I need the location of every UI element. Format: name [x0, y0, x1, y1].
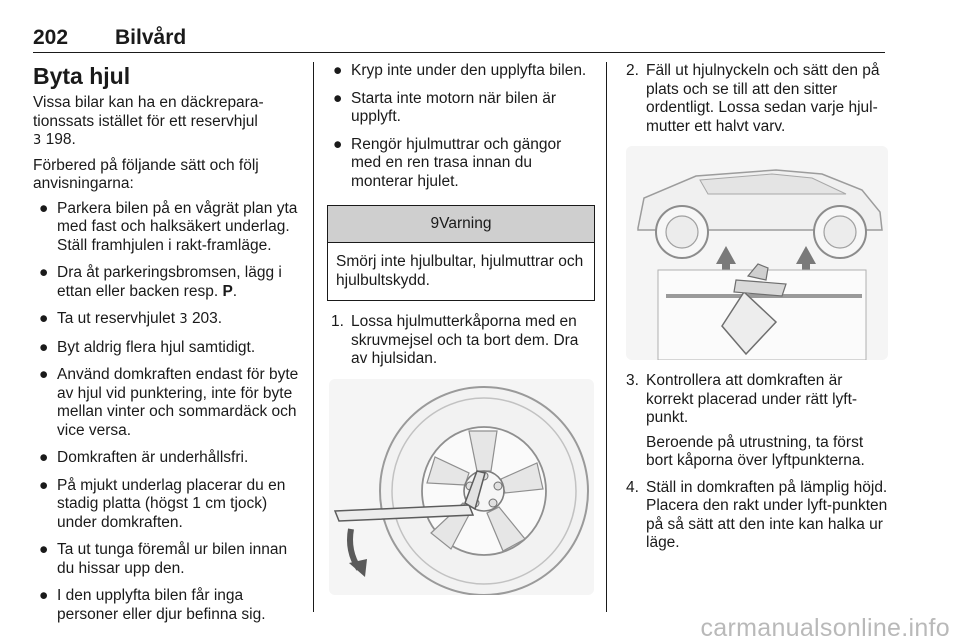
cross-reference-icon: 3	[33, 133, 42, 148]
gear-p-label: P	[222, 282, 233, 300]
prep-paragraph: Förbered på följande sätt och följ anvisningarna:	[33, 156, 259, 192]
bullet-icon: ●	[39, 541, 49, 558]
column-middle	[327, 62, 595, 595]
list-item: ● Använd domkraften endast för byte av hjul vid punktering, inte för byte mellan vinter och sommardäck och vice versa.	[39, 366, 299, 439]
page-header	[33, 26, 885, 53]
warning-box	[327, 205, 595, 301]
step-number: 1.	[331, 313, 344, 330]
bullet-icon: ●	[39, 310, 49, 327]
bullet-icon: ●	[39, 338, 49, 356]
section-title: Bilvård	[115, 26, 187, 49]
step-list-continued	[622, 372, 890, 553]
bullet-icon: ●	[39, 449, 49, 466]
bullet-icon: ●	[333, 62, 343, 79]
warning-text: Smörj inte hjulbultar, hjulmuttrar och hjulbultskydd.	[336, 253, 584, 289]
column-divider	[606, 62, 607, 612]
bullet-icon: ●	[39, 199, 49, 217]
list-item: ● Parkera bilen på en vågrät plan yta med fast och halksäkert underlag. Ställ framhjulen i rakt-framläge.	[39, 199, 298, 254]
list-item: ● Ta ut tunga föremål ur bilen innan du hissar upp den.	[39, 541, 288, 577]
wheel-cover-illustration	[329, 379, 594, 595]
bullet-icon: ●	[39, 587, 49, 604]
wheel-illustration-svg	[329, 379, 594, 595]
step-item: 4. Ställ in domkraften på lämplig höjd. Placera den rakt under lyft-punkten på så sätt att den inte kan halka ur läge.	[626, 478, 888, 551]
step-item: 3. Kontrollera att domkraften är korrekt placerad under rätt lyft-punkt. Beroende på utrustning, ta först bort kåporna över lyftpunkterna.	[622, 372, 890, 471]
bullet-icon: ●	[333, 89, 343, 107]
step-number: 3.	[626, 372, 639, 389]
step-list	[327, 313, 595, 369]
warning-header	[328, 206, 594, 243]
column-left	[33, 62, 301, 633]
list-item: ● I den upplyfta bilen får inga personer eller djur befinna sig.	[39, 587, 266, 623]
watermark: carmanualsonline.info	[700, 614, 950, 642]
step-note: Beroende på utrustning, ta först bort kåporna över lyftpunkterna.	[646, 433, 865, 469]
page-title: Byta hjul	[33, 63, 131, 89]
safety-list	[327, 62, 595, 191]
jack-point-illustration	[626, 146, 888, 360]
warning-title: Varning	[439, 215, 492, 232]
cross-reference-icon: 3	[179, 312, 188, 327]
intro-page-ref[interactable]: 198.	[45, 131, 76, 148]
step-item: 1. Lossa hjulmutterkåporna med en skruvmejsel och ta bort dem. Dra av hjulsidan.	[331, 313, 579, 367]
warning-triangle-icon: 9	[430, 215, 440, 232]
column-divider	[313, 62, 314, 612]
list-item: ● Ta ut reservhjulet 3 203.	[39, 310, 223, 327]
page-number: 202	[33, 26, 69, 49]
instruction-list	[33, 200, 301, 625]
bullet-icon: ●	[333, 135, 343, 153]
bullet-icon: ●	[39, 366, 49, 383]
bullet-icon: ●	[39, 264, 49, 281]
list-item: ● Byt aldrig flera hjul samtidigt.	[39, 338, 256, 356]
list-item: ● Starta inte motorn när bilen är upplyft.	[333, 89, 557, 125]
bullet-icon: ●	[39, 476, 49, 494]
intro-paragraph	[33, 94, 301, 151]
intro-text: Vissa bilar kan ha en däckrepara-tionssats istället för ett reservhjul	[33, 94, 264, 130]
list-item: ● Dra åt parkeringsbromsen, lägg i ettan eller backen resp. P.	[39, 264, 282, 300]
step-item: 2. Fäll ut hjulnyckeln och sätt den på plats och se till att den sitter ordentligt. Lossa sedan varje hjul-mutter ett halvt varv.	[626, 62, 880, 135]
column-right	[622, 62, 890, 561]
car-illustration-svg	[626, 146, 888, 360]
step-list	[622, 62, 890, 136]
list-item: ● Kryp inte under den upplyfta bilen.	[333, 62, 587, 79]
step-number: 4.	[626, 478, 639, 496]
step-number: 2.	[626, 62, 639, 79]
list-item: ● Rengör hjulmuttrar och gängor med en ren trasa innan du monterar hjulet.	[333, 135, 562, 190]
spare-wheel-page-ref[interactable]: 203.	[191, 310, 223, 327]
list-item: ● Domkraften är underhållsfri.	[39, 449, 249, 466]
list-item: ● På mjukt underlag placerar du en stadig platta (högst 1 cm tjock) under domkraften.	[39, 476, 286, 531]
